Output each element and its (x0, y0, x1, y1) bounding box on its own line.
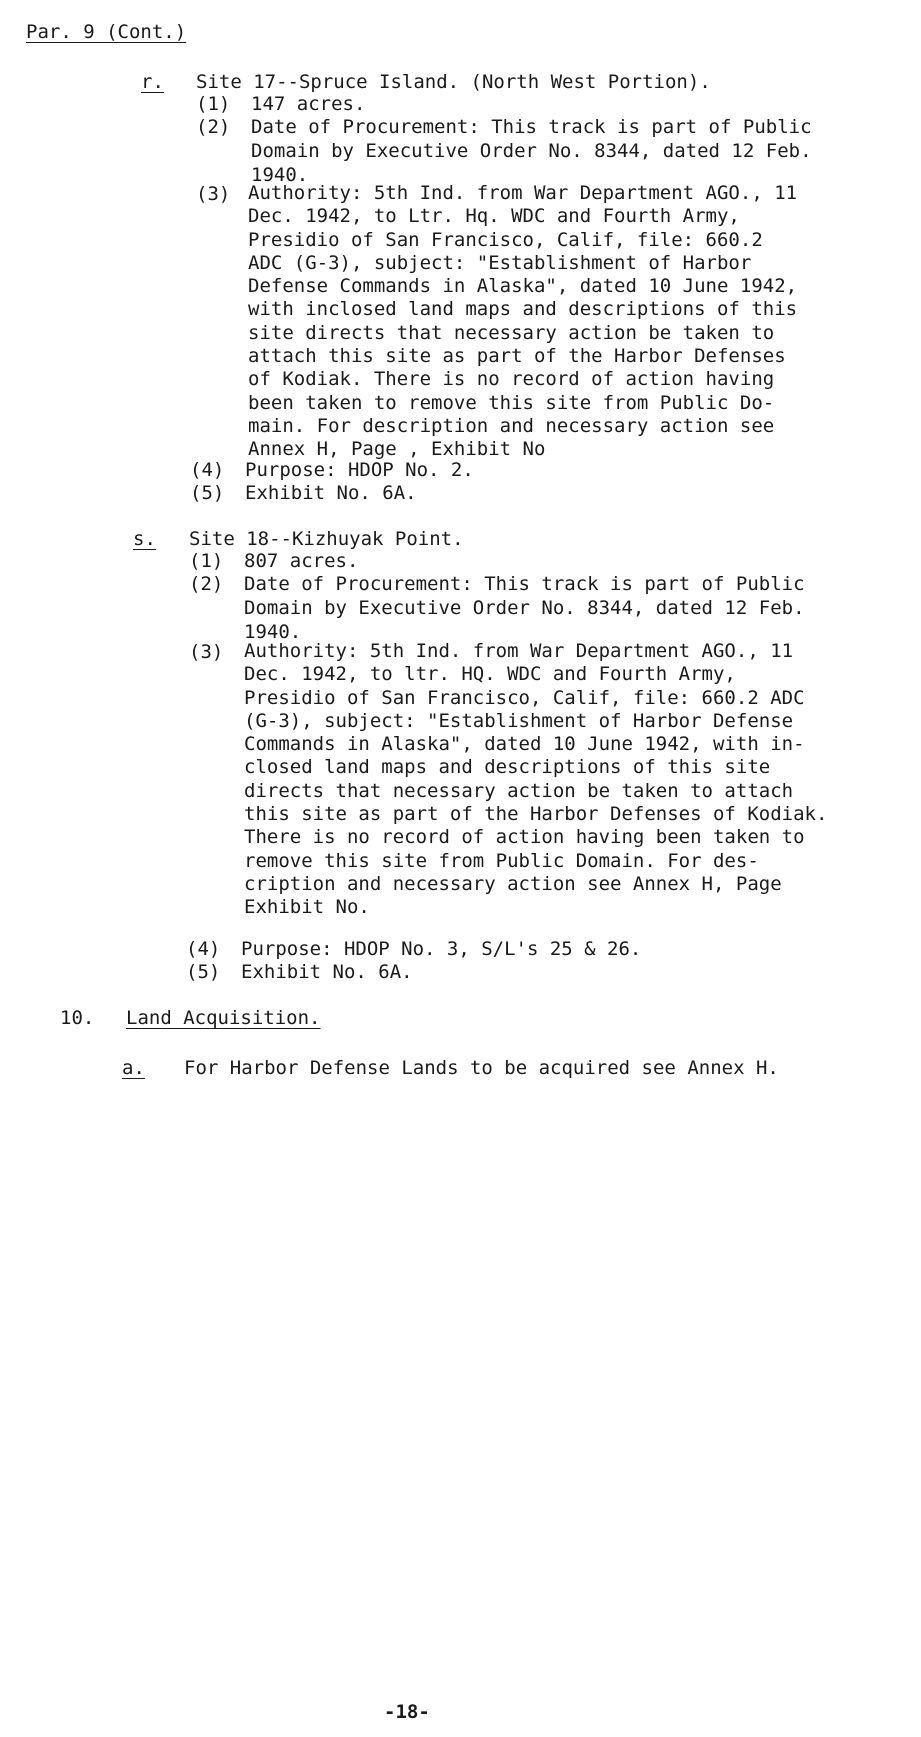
site-s-title: Site 18--Kizhuyak Point. (189, 528, 464, 550)
site-s-item-4-text: Purpose: HDOP No. 3, S/L's 25 & 26. (241, 938, 642, 960)
site-r-letter: r. (141, 71, 164, 93)
site-s-item-1-text: 807 acres. (244, 550, 359, 572)
site-s-item-1-num: (1) (189, 550, 224, 572)
section-10-sub-text: For Harbor Defense Lands to be acquired see Annex H. (184, 1057, 779, 1079)
section-10-sub-letter: a. (122, 1057, 145, 1079)
site-r-item-5-num: (5) (190, 482, 225, 504)
section-10-title: Land Acquisition. (126, 1007, 321, 1029)
site-s-item-5-num: (5) (186, 961, 221, 983)
site-r-item-3-num: (3) (196, 183, 231, 205)
site-r-item-5-text: Exhibit No. 6A. (245, 482, 417, 504)
site-r-item-2-text: Date of Procurement: This track is part of Public Domain by Executive Order No. 8344, dated 12 Feb. 1940. (251, 116, 812, 186)
site-r-item-2-num: (2) (196, 116, 231, 138)
site-r-item-1-num: (1) (196, 93, 231, 115)
site-r-item-1-text: 147 acres. (251, 93, 366, 115)
paragraph-label: Par. 9 (Cont.) (26, 21, 187, 43)
site-r-item-4-text: Purpose: HDOP No. 2. (245, 459, 474, 481)
site-r-title: Site 17--Spruce Island. (North West Portion). (196, 71, 711, 93)
site-r-item-4-num: (4) (190, 459, 225, 481)
site-s-item-3-text: Authority: 5th Ind. from War Department AGO., 11 Dec. 1942, to ltr. HQ. WDC and Fourth Army, Presidio of San Francisco, Calif, file: 660.2 ADC (G-3), subject: "Establishment of Harbor Defense Commands in Alaska", dated 10 June 1942, with in- closed land maps and descriptions of this site directs that necessary action be taken to attach this site as part of the Harbor Defenses of Kodiak. There is no record of action having been taken to remove this site from Public Domain. For des- cription and necessary action see Annex H, Page Exhibit No. (244, 640, 828, 919)
page-number: -18- (384, 1701, 430, 1723)
section-10-number: 10. (60, 1007, 95, 1029)
site-s-item-2-num: (2) (189, 573, 224, 595)
site-s-letter: s. (133, 528, 156, 550)
site-s-item-2-text: Date of Procurement: This track is part of Public Domain by Executive Order No. 8344, dated 12 Feb. 1940. (244, 573, 805, 643)
site-s-item-3-num: (3) (189, 641, 224, 663)
site-s-item-4-num: (4) (186, 938, 221, 960)
site-s-item-5-text: Exhibit No. 6A. (241, 961, 413, 983)
site-r-item-3-text: Authority: 5th Ind. from War Department AGO., 11 Dec. 1942, to Ltr. Hq. WDC and Fourth Army, Presidio of San Francisco, Calif, file: 660.2 ADC (G-3), subject: "Establishment of Harbor Defense Commands in Alaska", dated 10 June 1942, with inclosed land maps and descriptions of this site directs that necessary action be taken to attach this site as part of the Harbor Defenses of Kodiak. There is no record of action having been taken to remove this site from Public Do- main. For description and necessary action see Annex H, Page , Exhibit No (248, 182, 798, 461)
